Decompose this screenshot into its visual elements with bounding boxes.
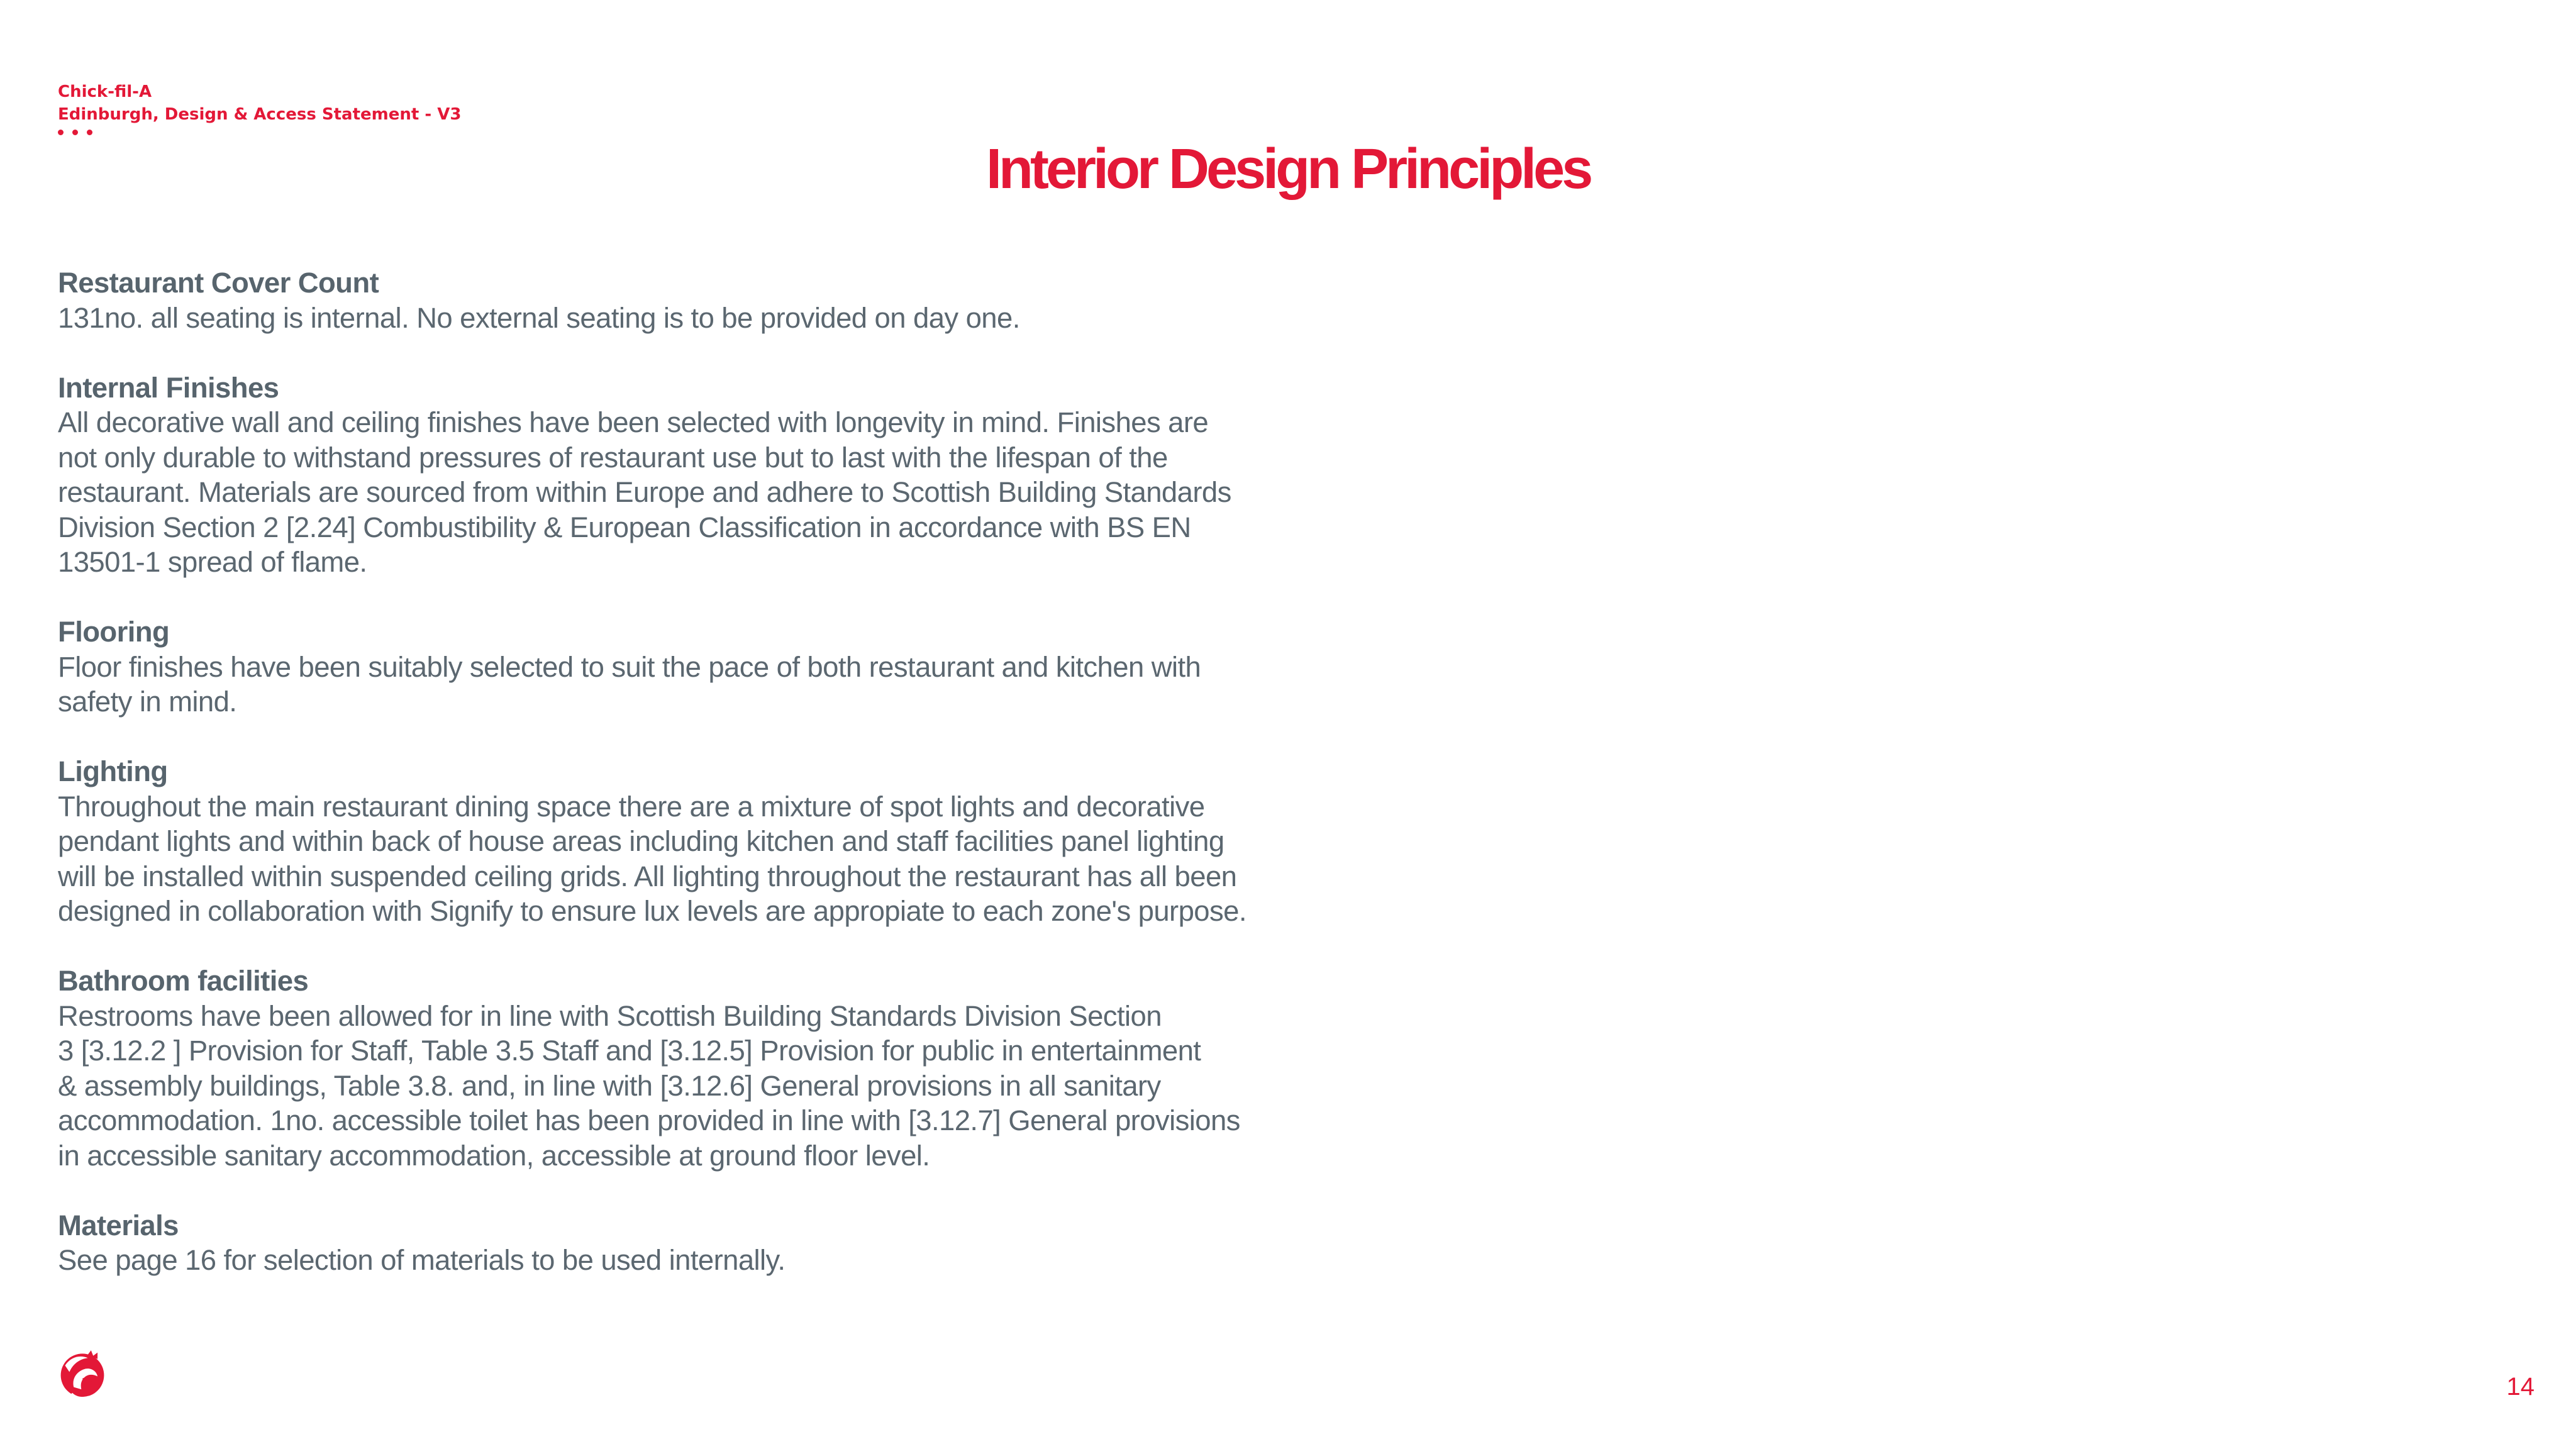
section-text-line: Floor finishes have been suitably selected to suit the pace of both restaurant and kitchen with <box>58 650 1201 683</box>
section-text-line: designed in collaboration with Signify to ensure lux levels are appropiate to each zone's purpose. <box>58 895 1246 927</box>
section-heading: Lighting <box>58 755 168 787</box>
section-text-line: in accessible sanitary accommodation, accessible at ground floor level. <box>58 1139 930 1172</box>
section-text-line: Restrooms have been allowed for in line with Scottish Building Standards Division Section <box>58 999 1162 1032</box>
brand-name: Chick-fil-A <box>58 82 152 101</box>
section-text-line: safety in mind. <box>58 686 237 718</box>
section-text-line: accommodation. 1no. accessible toilet has been provided in line with [3.12.7] General provisions <box>58 1104 1240 1136</box>
section-heading: Bathroom facilities <box>58 965 309 997</box>
section-materials <box>58 1208 1265 1278</box>
section-heading: Internal Finishes <box>58 371 279 404</box>
section-text-line: pendant lights and within back of house areas including kitchen and staff facilities panel lighting <box>58 825 1224 857</box>
section-text-line: will be installed within suspended ceiling grids. All lighting throughout the restaurant has all been <box>58 860 1237 892</box>
document-subtitle: Edinburgh, Design & Access Statement - V3 <box>58 105 462 124</box>
section-text-line: & assembly buildings, Table 3.8. and, in line with [3.12.6] General provisions in all sanitary <box>58 1069 1161 1102</box>
section-flooring <box>58 614 1265 719</box>
section-internal-finishes <box>58 370 1265 580</box>
chick-fil-a-logo-icon <box>55 1347 109 1401</box>
section-text-line: Division Section 2 [2.24] Combustibility & European Classification in accordance with BS EN <box>58 511 1191 543</box>
section-text-line: 131no. all seating is internal. No external seating is to be provided on day one. <box>58 301 1020 334</box>
section-text-line: 13501-1 spread of flame. <box>58 546 367 578</box>
section-heading: Restaurant Cover Count <box>58 267 379 299</box>
section-cover-count <box>58 265 1265 335</box>
dots-ornament <box>58 130 461 135</box>
section-text-line: 3 [3.12.2 ] Provision for Staff, Table 3.5 Staff and [3.12.5] Provision for public in entertainment <box>58 1035 1201 1067</box>
section-bathroom-facilities <box>58 963 1265 1173</box>
document-header <box>58 80 461 135</box>
page-number: 14 <box>2506 1373 2534 1401</box>
section-text-line: Throughout the main restaurant dining space there are a mixture of spot lights and decorative <box>58 790 1205 823</box>
dot <box>58 130 64 135</box>
content-body <box>58 265 1265 1313</box>
section-text-line: restaurant. Materials are sourced from within Europe and adhere to Scottish Building Standards <box>58 476 1231 508</box>
section-text-line: not only durable to withstand pressures of restaurant use but to last with the lifespan of the <box>58 441 1168 474</box>
section-text-line: All decorative wall and ceiling finishes have been selected with longevity in mind. Finishes are <box>58 406 1209 438</box>
section-text-line: See page 16 for selection of materials to be used internally. <box>58 1244 786 1276</box>
section-heading: Materials <box>58 1209 179 1241</box>
section-heading: Flooring <box>58 616 170 648</box>
dot <box>72 130 78 135</box>
page-title: Interior Design Principles <box>986 138 1591 201</box>
section-lighting <box>58 754 1265 929</box>
dot <box>87 130 92 135</box>
